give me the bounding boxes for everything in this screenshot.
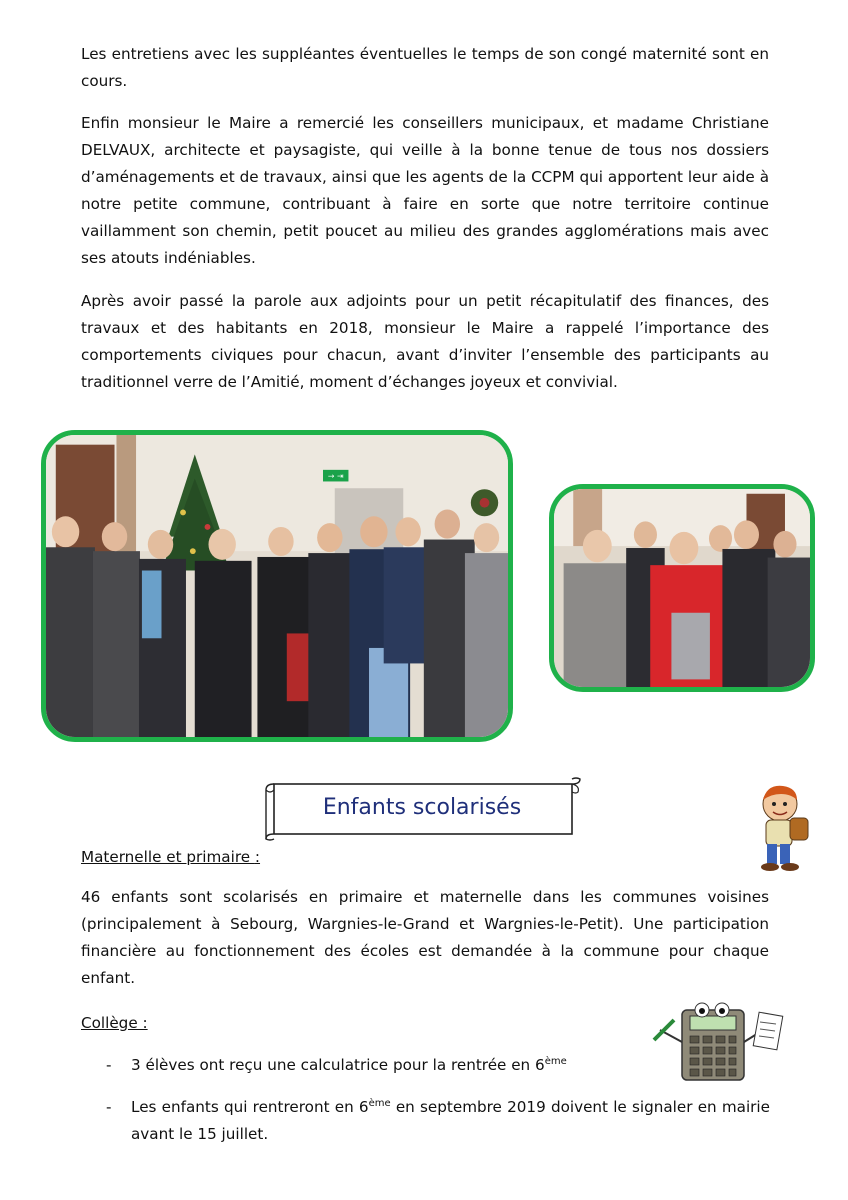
paragraph-speech: Après avoir passé la parole aux adjoints pour un petit récapitulatif des finances, des travaux et des habitants en 2018, monsieur le Maire a rappelé l’importance des comportements civiques pour chacun, avant d’inviter l’ensemble des participants au traditionnel verre de l’Amitié, moment d’échanges joyeux et convivial. — [81, 292, 769, 391]
photo-ceremony-crowd — [41, 430, 513, 742]
schoolboy-illustration — [752, 782, 812, 872]
photo-ceremony-guests — [549, 484, 815, 692]
paragraph-maternelle: 46 enfants sont scolarisés en primaire et maternelle dans les communes voisines (principalement à Sebourg, Wargnies-le-Grand et Wargnies-le-Petit). Une participation financière au fonctionnement des écoles est demandée à la commune pour chaque enfant. — [81, 888, 769, 987]
heading-maternelle: Maternelle et primaire : — [81, 848, 261, 866]
paragraph-thanks: Enfin monsieur le Maire a remercié les conseillers municipaux, et madame Christiane DELVAUX, architecte et paysagiste, qui veille à la bonne tenue de tous nos dossiers d’aménagements et de travaux, ainsi que les agents de la CCPM qui apportent leur aide à notre petite commune, contribuant à faire en sorte que notre territoire continue vaillamment son chemin, petit poucet au milieu des grandes agglomérations mais avec ses atouts indéniables. — [81, 114, 769, 267]
exit-sign-text: → ⇥ — [327, 471, 344, 481]
section-title: Enfants scolarisés — [322, 794, 522, 820]
college-bullet-registration: - Les enfants qui rentreront en 6ème en septembre 2019 doivent le signaler en mairie avant le 15 juillet. — [106, 1097, 770, 1143]
heading-college: Collège : — [81, 1014, 148, 1032]
paragraph-replacements: Les entretiens avec les suppléantes éventuelles le temps de son congé maternité sont en cours. — [81, 45, 769, 90]
college-bullet-calculator: - 3 élèves ont reçu une calculatrice pour la rentrée en 6ème — [106, 1055, 567, 1074]
